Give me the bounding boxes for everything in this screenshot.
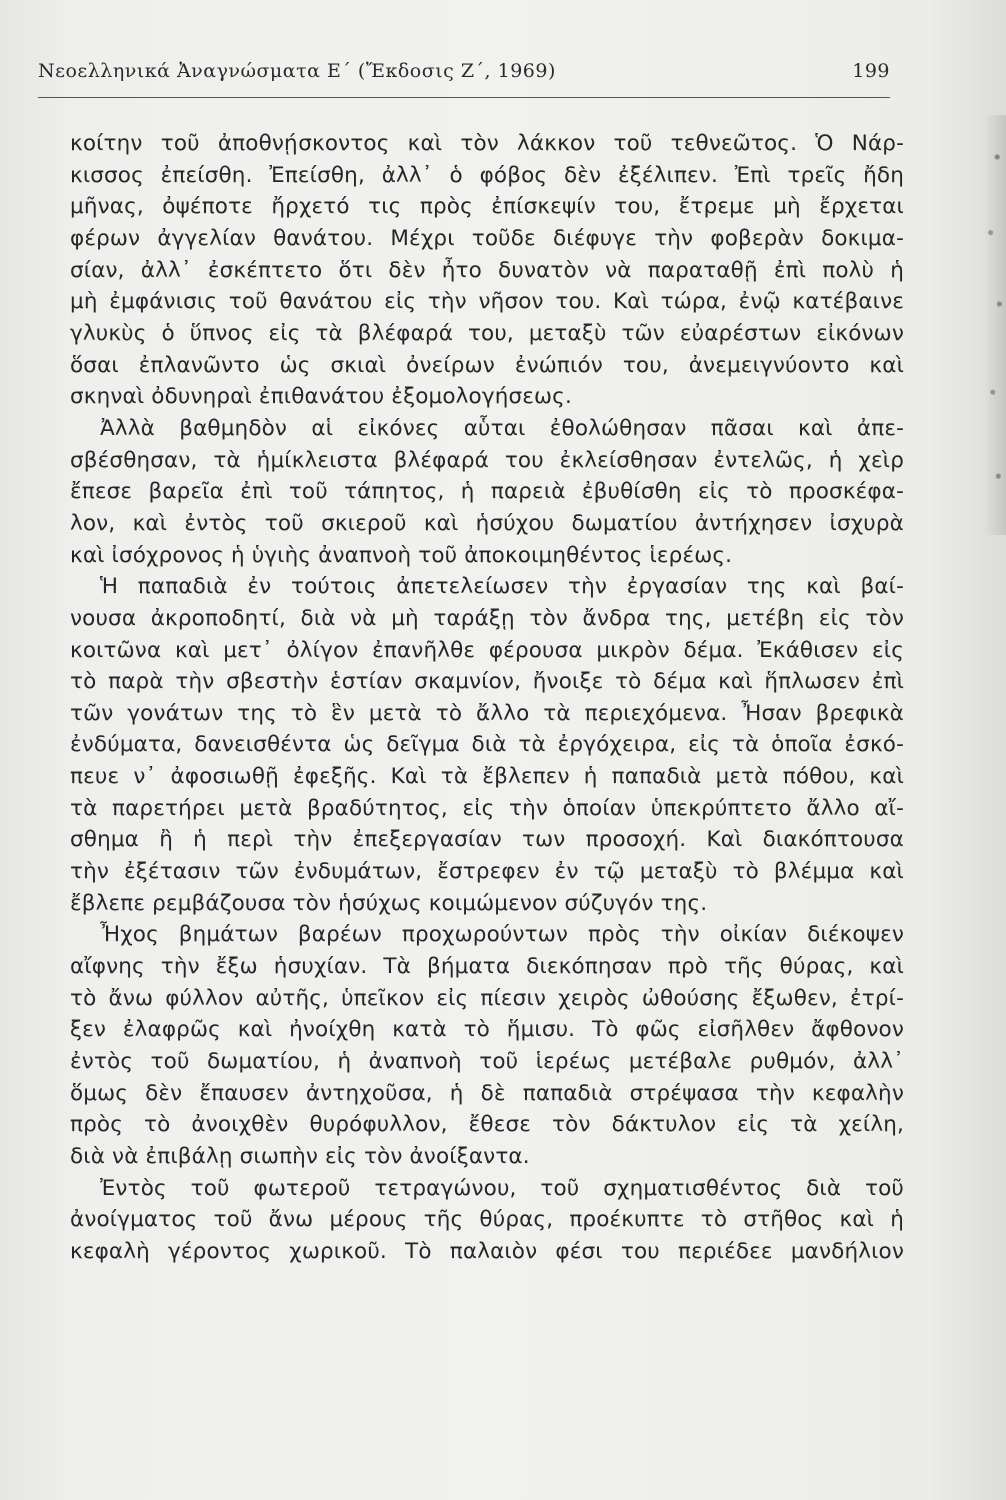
text-line: τὸ παρὰ τὴν σβεστὴν ἑστίαν σκαμνίον, ἤνοιξε τὸ δέμα καὶ ἥπλωσεν ἐπὶ — [70, 669, 904, 695]
text-line: νουσα ἀκροποδητί, διὰ νὰ μὴ ταράξῃ τὸν ἄνδρα της, μετέβη εἰς τὸν — [70, 605, 904, 631]
text-line: κοίτην τοῦ ἀποθνῄσκοντος καὶ τὸν λάκκον τοῦ τεθνεῶτος. Ὁ Νάρ- — [70, 131, 904, 156]
body-text — [70, 128, 904, 1268]
text-line: κισσος ἐπείσθη. Ἐπείσθη, ἀλλ᾽ ὁ φόβος δὲν ἐξέλιπεν. Ἐπὶ τρεῖς ἤδη — [70, 162, 904, 188]
text-line: τὰ παρετήρει μετὰ βραδύτητος, εἰς τὴν ὁποίαν ὑπεκρύπτετο ἄλλο αἴ- — [70, 795, 904, 821]
text-line: πρὸς τὸ ἀνοιχθὲν θυρόφυλλον, ἔθεσε τὸν δάκτυλον εἰς τὰ χείλη, — [70, 1112, 904, 1138]
text-line: ὅσαι ἐπλανῶντο ὡς σκιαὶ ὀνείρων ἐνώπιόν του, ἀνεμειγνύοντο καὶ — [70, 352, 904, 378]
text-line: ἔπεσε βαρεῖα ἐπὶ τοῦ τάπητος, ἡ παρειὰ ἐβυθίσθη εἰς τὸ προσκέφα- — [70, 479, 904, 505]
text-line-paragraph-end: σκηναὶ ὀδυνηραὶ ἐπιθανάτου ἐξομολογήσεως. — [70, 384, 572, 410]
page-number: 199 — [852, 60, 890, 82]
text-line: τῶν γονάτων της τὸ ἓν μετὰ τὸ ἄλλο τὰ περιεχόμενα. Ἦσαν βρεφικὰ — [70, 700, 904, 726]
text-line: τὴν ἐξέτασιν τῶν ἐνδυμάτων, ἔστρεφεν ἐν τῷ μεταξὺ τὸ βλέμμα καὶ — [70, 859, 904, 885]
text-line: αἴφνης τὴν ἔξω ἡσυχίαν. Τὰ βήματα διεκόπησαν πρὸ τῆς θύρας, καὶ — [70, 954, 904, 980]
text-line: γλυκὺς ὁ ὕπνος εἰς τὰ βλέφαρά του, μεταξὺ τῶν εὐαρέστων εἰκόνων — [70, 320, 904, 346]
text-line: σβέσθησαν, τὰ ἡμίκλειστα βλέφαρά του ἐκλείσθησαν ἐντελῶς, ἡ χεὶρ — [70, 447, 904, 473]
page-header — [38, 60, 890, 90]
header-rule — [38, 97, 890, 98]
text-line: ἐνδύματα, δανεισθέντα ὡς δεῖγμα διὰ τὰ ἐργόχειρα, εἰς τὰ ὁποῖα ἐσκό- — [70, 732, 904, 758]
running-title: Νεοελληνικά Ἀναγνώσματα Ε΄ (Ἔκδοσις Ζ΄, 1969) — [38, 60, 556, 82]
text-line: ἀνοίγματος τοῦ ἄνω μέρους τῆς θύρας, προέκυπτε τὸ στῆθος καὶ ἡ — [70, 1207, 904, 1233]
text-line-paragraph-start: Ἐντὸς τοῦ φωτεροῦ τετραγώνου, τοῦ σχηματισθέντος διὰ τοῦ — [100, 1175, 904, 1201]
text-line: τὸ ἄνω φύλλον αὐτῆς, ὑπεῖκον εἰς πίεσιν χειρὸς ὠθούσης ἔξωθεν, ἐτρί- — [70, 985, 904, 1011]
text-line: μὴ ἐμφάνισις τοῦ θανάτου εἰς τὴν νῆσον του. Καὶ τώρα, ἐνῷ κατέβαινε — [70, 289, 904, 315]
text-line-paragraph-end: καὶ ἰσόχρονος ἡ ὑγιὴς ἀναπνοὴ τοῦ ἀποκοιμηθέντος ἱερέως. — [70, 542, 733, 568]
text-line: κοιτῶνα καὶ μετ᾽ ὀλίγον ἐπανῆλθε φέρουσα μικρὸν δέμα. Ἐκάθισεν εἰς — [70, 637, 904, 663]
text-line-paragraph-start: Ἦχος βημάτων βαρέων προχωρούντων πρὸς τὴν οἰκίαν διέκοψεν — [100, 922, 904, 948]
text-line: σθημα ἢ ἡ περὶ τὴν ἐπεξεργασίαν των προσοχή. Καὶ διακόπτουσα — [70, 827, 904, 853]
text-line-paragraph-end: διὰ νὰ ἐπιβάλῃ σιωπὴν εἰς τὸν ἀνοίξαντα. — [70, 1144, 530, 1169]
text-line-paragraph-start: Ἀλλὰ βαθμηδὸν αἱ εἰκόνες αὗται ἐθολώθησαν πᾶσαι καὶ ἀπε- — [100, 415, 904, 441]
text-line: κεφαλὴ γέροντος χωρικοῦ. Τὸ παλαιὸν φέσι του περιέδεε μανδήλιον — [70, 1238, 904, 1264]
text-line: ξεν ἐλαφρῶς καὶ ἠνοίχθη κατὰ τὸ ἥμισυ. Τὸ φῶς εἰσῆλθεν ἄφθονον — [70, 1017, 904, 1043]
text-line: πευε ν᾽ ἀφοσιωθῇ ἐφεξῆς. Καὶ τὰ ἔβλεπεν ἡ παπαδιὰ μετὰ πόθου, καὶ — [70, 764, 904, 790]
text-line: ἐντὸς τοῦ δωματίου, ἡ ἀναπνοὴ τοῦ ἱερέως μετέβαλε ρυθμόν, ἀλλ᾽ — [70, 1049, 904, 1075]
text-line: ὅμως δὲν ἔπαυσεν ἀντηχοῦσα, ἡ δὲ παπαδιὰ στρέψασα τὴν κεφαλὴν — [70, 1080, 904, 1106]
text-line-paragraph-start: Ἡ παπαδιὰ ἐν τούτοις ἀπετελείωσεν τὴν ἐργασίαν της καὶ βαί- — [100, 574, 904, 600]
text-line: σίαν, ἀλλ᾽ ἐσκέπτετο ὅτι δὲν ἦτο δυνατὸν νὰ παραταθῇ ἐπὶ πολὺ ἡ — [70, 257, 904, 283]
text-line: μῆνας, ὀψέποτε ἤρχετό τις πρὸς ἐπίσκεψίν του, ἔτρεμε μὴ ἔρχεται — [70, 194, 904, 220]
text-line: φέρων ἀγγελίαν θανάτου. Μέχρι τοῦδε διέφυγε τὴν φοβερὰν δοκιμα- — [70, 225, 904, 251]
text-line: λον, καὶ ἐντὸς τοῦ σκιεροῦ καὶ ἡσύχου δωματίου ἀντήχησεν ἰσχυρὰ — [70, 510, 904, 536]
scan-margin-noise — [984, 115, 1006, 535]
text-line-paragraph-end: ἔβλεπε ρεμβάζουσα τὸν ἡσύχως κοιμώμενον σύζυγόν της. — [70, 890, 708, 916]
